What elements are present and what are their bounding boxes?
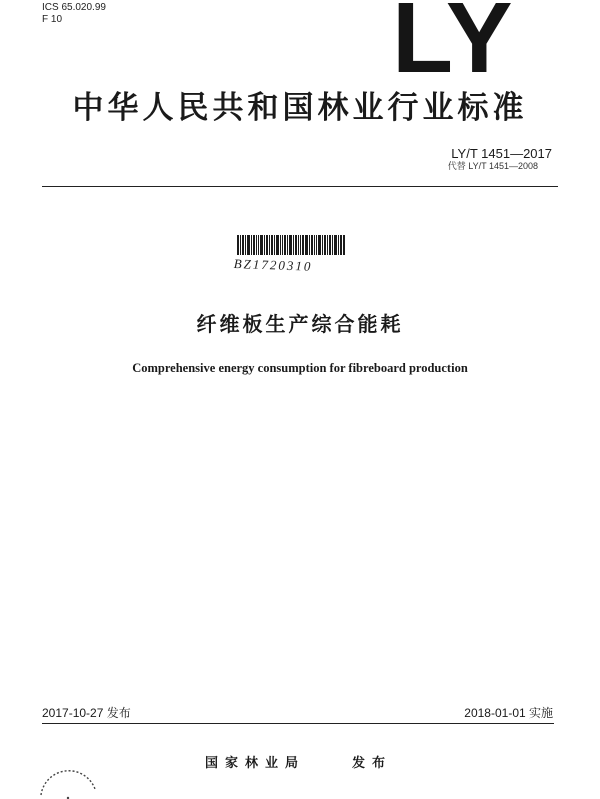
ly-logo: LY: [392, 0, 515, 94]
header-divider: [42, 186, 558, 187]
seal-stamp-icon: [33, 765, 103, 799]
issue-date: 2017-10-27 发布: [42, 706, 131, 720]
classification-code: F 10: [42, 14, 63, 25]
replaces-note: 代替 LY/T 1451—2008: [447, 161, 538, 171]
standard-number: LY/T 1451—2017: [451, 146, 552, 161]
standard-title: 中华人民共和国林业行业标准: [72, 90, 528, 126]
publish-label: 发布: [352, 756, 393, 771]
footer-divider: [42, 723, 554, 724]
ics-code: ICS 65.020.99: [42, 2, 106, 13]
implementation-date: 2018-01-01 实施: [464, 706, 553, 720]
document-title-cn: 纤维板生产综合能耗: [196, 312, 404, 336]
document-title-en: Comprehensive energy consumption for fibreboard production: [132, 361, 468, 375]
barcode-number: BZ1720310: [233, 256, 313, 274]
barcode-icon: [237, 235, 345, 255]
publisher-name: 国家林业局: [205, 756, 306, 771]
